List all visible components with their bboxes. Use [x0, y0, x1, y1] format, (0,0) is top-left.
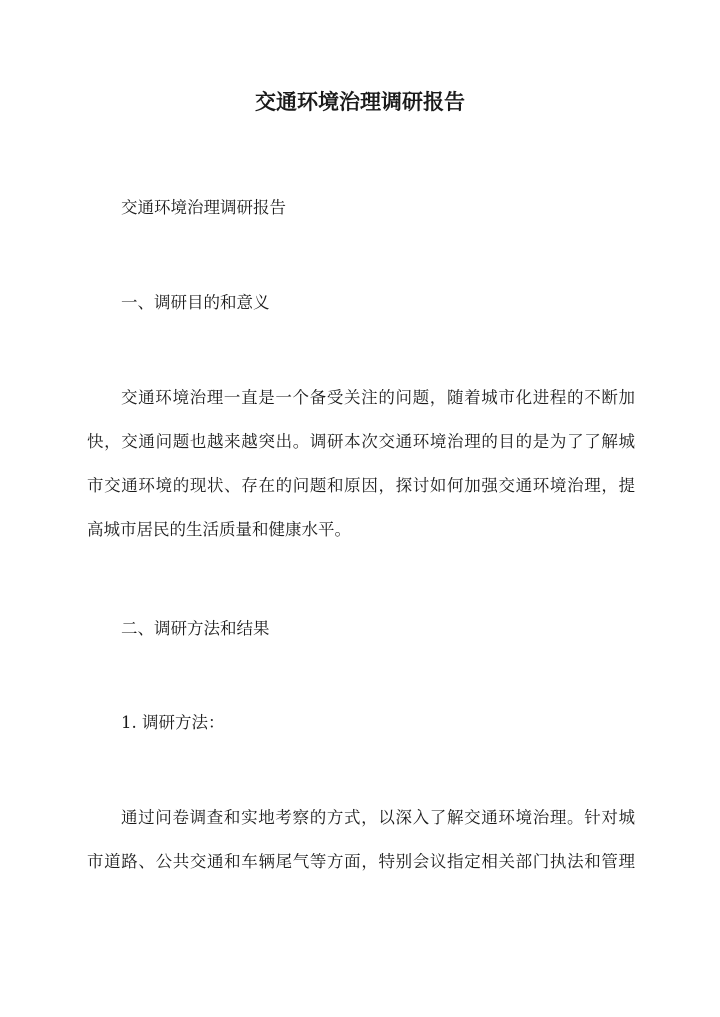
paragraph-line: 交通环境治理一直是一个备受关注的问题，随着城市化进程的不断加 [121, 388, 635, 407]
section-heading-methods: 二、调研方法和结果 [121, 619, 270, 638]
paragraph-line: 市道路、公共交通和车辆尾气等方面，特别会议指定相关部门执法和管理 [87, 852, 635, 871]
paragraph-line: 快，交通问题也越来越突出。调研本次交通环境治理的目的是为了了解城 [87, 432, 635, 451]
paragraph-line: 高城市居民的生活质量和健康水平。 [87, 520, 351, 539]
report-subtitle: 交通环境治理调研报告 [121, 198, 286, 217]
subsection-heading-method: 1. 调研方法： [121, 713, 225, 732]
paragraph-line: 市交通环境的现状、存在的问题和原因，探讨如何加强交通环境治理，提 [87, 476, 635, 495]
paragraph-line: 通过问卷调查和实地考察的方式，以深入了解交通环境治理。针对城 [121, 808, 635, 827]
document-title: 交通环境治理调研报告 [255, 89, 465, 114]
section-heading-purpose: 一、调研目的和意义 [121, 293, 270, 312]
